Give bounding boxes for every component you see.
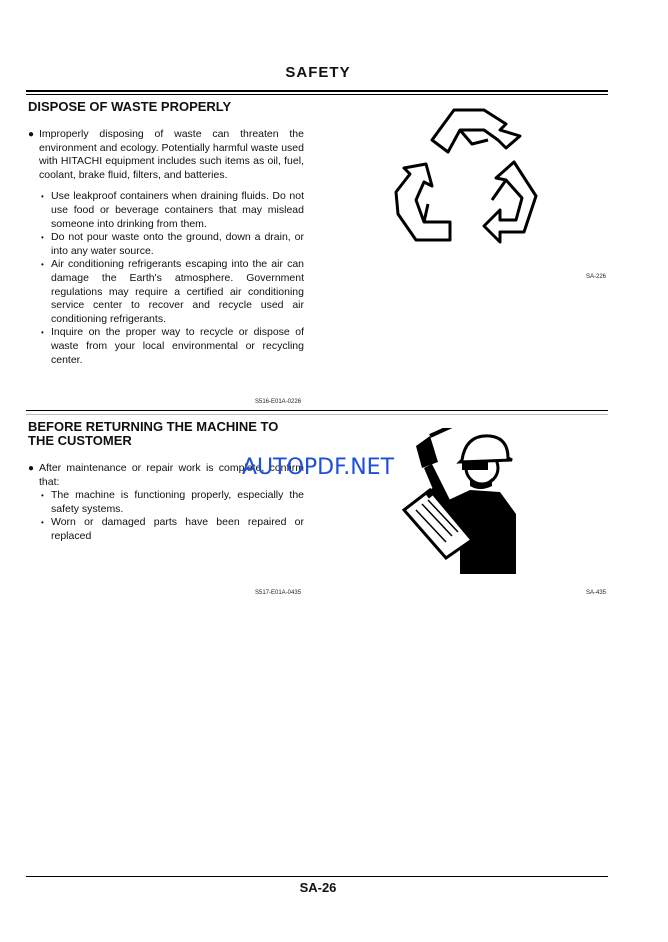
section-heading-before-returning [28,420,318,448]
heading-line: THE CUSTOMER [28,433,132,448]
section-divider [26,410,608,411]
figure-code: SA-226 [586,274,607,280]
figure-code: SA-435 [586,590,607,596]
doc-code: S517-E01A-0435 [255,590,302,596]
section-heading-dispose-waste: DISPOSE OF WASTE PROPERLY [28,99,232,114]
list-item: • Inquire on the proper way to recycle or dispose of waste from your local environmental or recycling center. [39,326,304,367]
section-divider-faint [26,414,608,415]
footer-rule [26,876,608,877]
doc-code: S516-E01A-0226 [255,399,302,405]
section2-list [28,489,304,543]
heading-line: BEFORE RETURNING THE MACHINE TO [28,419,279,434]
list-item: • Use leakproof containers when draining fluids. Do not use food or beverage containers that may mislead someone into drinking from them. [39,190,304,231]
section1-intro-item [28,128,304,182]
section1-list [28,190,304,367]
recycle-icon [388,100,548,252]
header-rule-thin [26,94,608,95]
section2-intro: After maintenance or repair work is complete, confirm that: [39,462,304,488]
list-item: • Worn or damaged parts have been repaired or replaced [39,516,304,543]
inspector-with-clipboard-icon [400,428,550,578]
bullet-icon: ● [28,129,35,140]
page-number: SA-26 [299,880,337,895]
list-item: • Air conditioning refrigerants escaping into the air can damage the Earth's atmosphere. Government regulations may require a certified air conditioning service center to recover and recycle used air conditioning refrigerants. [39,258,304,326]
watermark-text: AUTOPDF.NET [242,455,395,480]
section1-body [28,128,304,367]
section1-intro: Improperly disposing of waste can threaten the environment and ecology. Potentially harmful waste used with HITACHI equipment includes such items as oil, fuel, coolant, brake fluid, filters, and batteries. [39,128,304,181]
list-item: • Do not pour waste onto the ground, down a drain, or into any water source. [39,231,304,258]
bullet-icon: ● [28,463,35,474]
page-title: SAFETY [285,64,351,81]
header-rule-thick [26,90,608,92]
list-item: • The machine is functioning properly, especially the safety systems. [39,489,304,516]
